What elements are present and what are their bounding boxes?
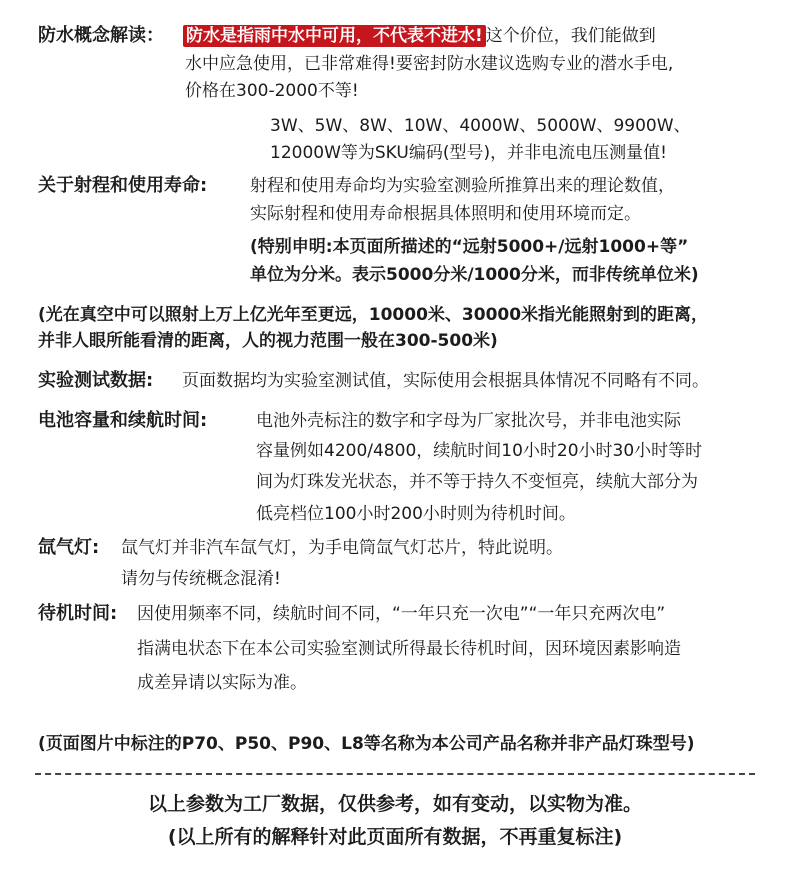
dashed-divider xyxy=(35,773,755,775)
standby-line3: 成差异请以实际为准。 xyxy=(137,673,307,693)
power-sku-line2: 12000W等为SKU编码(型号)，并非电流电压测量值! xyxy=(270,143,667,163)
light-note-line1: (光在真空中可以照射上万上亿光年至更远，10000米、30000米指光能照射到的距离， xyxy=(38,305,709,325)
lab-heading: 实验测试数据: xyxy=(38,370,154,391)
waterproof-heading: 防水概念解读： xyxy=(38,25,164,46)
waterproof-highlight: 防水是指雨中水中可用，不代表不进水! xyxy=(183,25,486,47)
range-note1: (特别申明:本页面所描述的“远射5000+/远射1000+等” xyxy=(250,237,689,257)
battery-line2: 容量例如4200/4800，续航时间10小时20小时30小时等时 xyxy=(256,441,703,461)
waterproof-line3: 价格在300-2000不等! xyxy=(185,81,359,101)
waterproof-line1 xyxy=(183,25,656,47)
range-line1: 射程和使用寿命均为实验室测验所推算出来的理论数值， xyxy=(250,176,675,196)
footer-line1: 以上参数为工厂数据，仅供参考，如有变动，以实物为准。 xyxy=(147,793,642,815)
xenon-heading: 氙气灯: xyxy=(38,537,100,558)
battery-line1: 电池外壳标注的数字和字母为厂家批次号，并非电池实际 xyxy=(256,411,681,431)
waterproof-line2: 水中应急使用，已非常难得!要密封防水建议选购专业的潜水手电, xyxy=(185,54,674,74)
battery-line3: 间为灯珠发光状态，并不等于持久不变恒亮，续航大部分为 xyxy=(256,472,698,492)
standby-heading: 待机时间: xyxy=(38,603,118,624)
battery-heading: 电池容量和续航时间: xyxy=(38,410,208,431)
battery-line4: 低亮档位100小时200小时则为待机时间。 xyxy=(256,504,576,524)
range-note2: 单位为分米。表示5000分米/1000分米，而非传统单位米) xyxy=(250,265,699,285)
range-heading: 关于射程和使用寿命: xyxy=(38,175,208,196)
model-note: (页面图片中标注的P70、P50、P90、L8等名称为本公司产品名称并非产品灯珠型号) xyxy=(38,734,695,754)
waterproof-line1-rest: 这个价位，我们能做到 xyxy=(485,26,656,46)
standby-line1: 因使用频率不同，续航时间不同，“一年只充一次电”“一年只充两次电” xyxy=(137,604,666,624)
footer-line2: (以上所有的解释针对此页面所有数据，不再重复标注) xyxy=(167,826,623,848)
xenon-line1: 氙气灯并非汽车氙气灯，为手电筒氙气灯芯片，特此说明。 xyxy=(121,538,563,558)
power-sku-line1: 3W、5W、8W、10W、4000W、5000W、9900W、 xyxy=(270,116,691,136)
lab-text: 页面数据均为实验室测试值，实际使用会根据具体情况不同略有不同。 xyxy=(182,371,709,391)
xenon-line2: 请勿与传统概念混淆! xyxy=(121,569,281,589)
light-note-line2: 并非人眼所能看清的距离，人的视力范围一般在300-500米) xyxy=(38,331,498,351)
range-line2: 实际射程和使用寿命根据具体照明和使用环境而定。 xyxy=(250,204,641,224)
standby-line2: 指满电状态下在本公司实验室测试所得最长待机时间，因环境因素影响造 xyxy=(137,639,681,659)
